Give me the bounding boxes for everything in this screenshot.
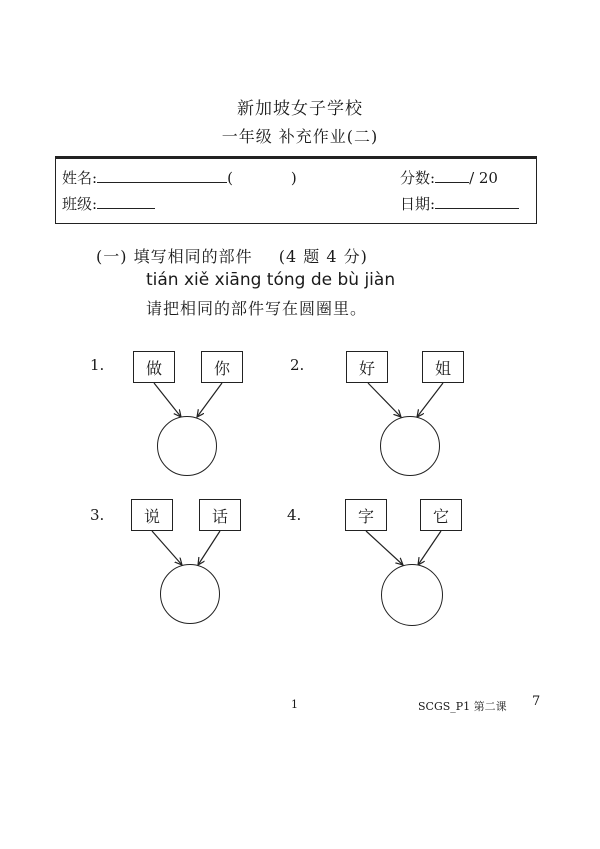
arrow-q3-right: [198, 531, 220, 565]
arrow-q4-left: [366, 531, 403, 565]
date-label: 日期:: [400, 195, 436, 213]
section-title: (一) 填写相同的部件: [96, 247, 253, 266]
page-number: 1: [291, 698, 298, 711]
footer-code: SCGS_P1 第二课: [418, 700, 507, 713]
char-box-q2-left: 好: [346, 351, 388, 383]
paren-open: (: [227, 169, 233, 187]
question-number-1: 1.: [90, 356, 105, 374]
name-label: 姓名:: [62, 169, 98, 187]
score-label: 分数:: [400, 169, 436, 187]
answer-circle-q2[interactable]: [380, 416, 440, 476]
arrow-q4-right: [418, 531, 441, 565]
class-label: 班级:: [62, 195, 98, 213]
pinyin-line: tián xiě xiāng tóng de bù jiàn: [146, 270, 396, 290]
handwritten-mark: 7: [532, 694, 541, 709]
arrow-q2-left: [368, 383, 401, 417]
char-box-q3-left: 说: [131, 499, 173, 531]
arrow-q2-right: [417, 383, 443, 417]
question-number-2: 2.: [290, 356, 305, 374]
question-number-3: 3.: [90, 506, 105, 524]
answer-circle-q4[interactable]: [381, 564, 443, 626]
instruction-line: 请把相同的部件写在圆圈里。: [146, 299, 368, 318]
char-box-q1-right: 你: [201, 351, 243, 383]
arrow-q1-right: [197, 383, 222, 417]
char-box-q1-left: 做: [133, 351, 175, 383]
score-total: / 20: [469, 169, 498, 187]
question-number-4: 4.: [287, 506, 302, 524]
char-box-q3-right: 话: [199, 499, 241, 531]
school-name: 新加坡女子学校: [237, 99, 363, 119]
char-box-q4-right: 它: [420, 499, 462, 531]
char-box-q2-right: 姐: [422, 351, 464, 383]
section-points: (4 题 4 分): [278, 247, 368, 266]
answer-circle-q3[interactable]: [160, 564, 220, 624]
answer-circle-q1[interactable]: [157, 416, 217, 476]
worksheet-title: 一年级 补充作业(二): [221, 127, 379, 146]
char-box-q4-left: 字: [345, 499, 387, 531]
arrow-q3-left: [152, 531, 182, 565]
arrow-q1-left: [154, 383, 181, 417]
paren-close: ): [290, 169, 297, 187]
